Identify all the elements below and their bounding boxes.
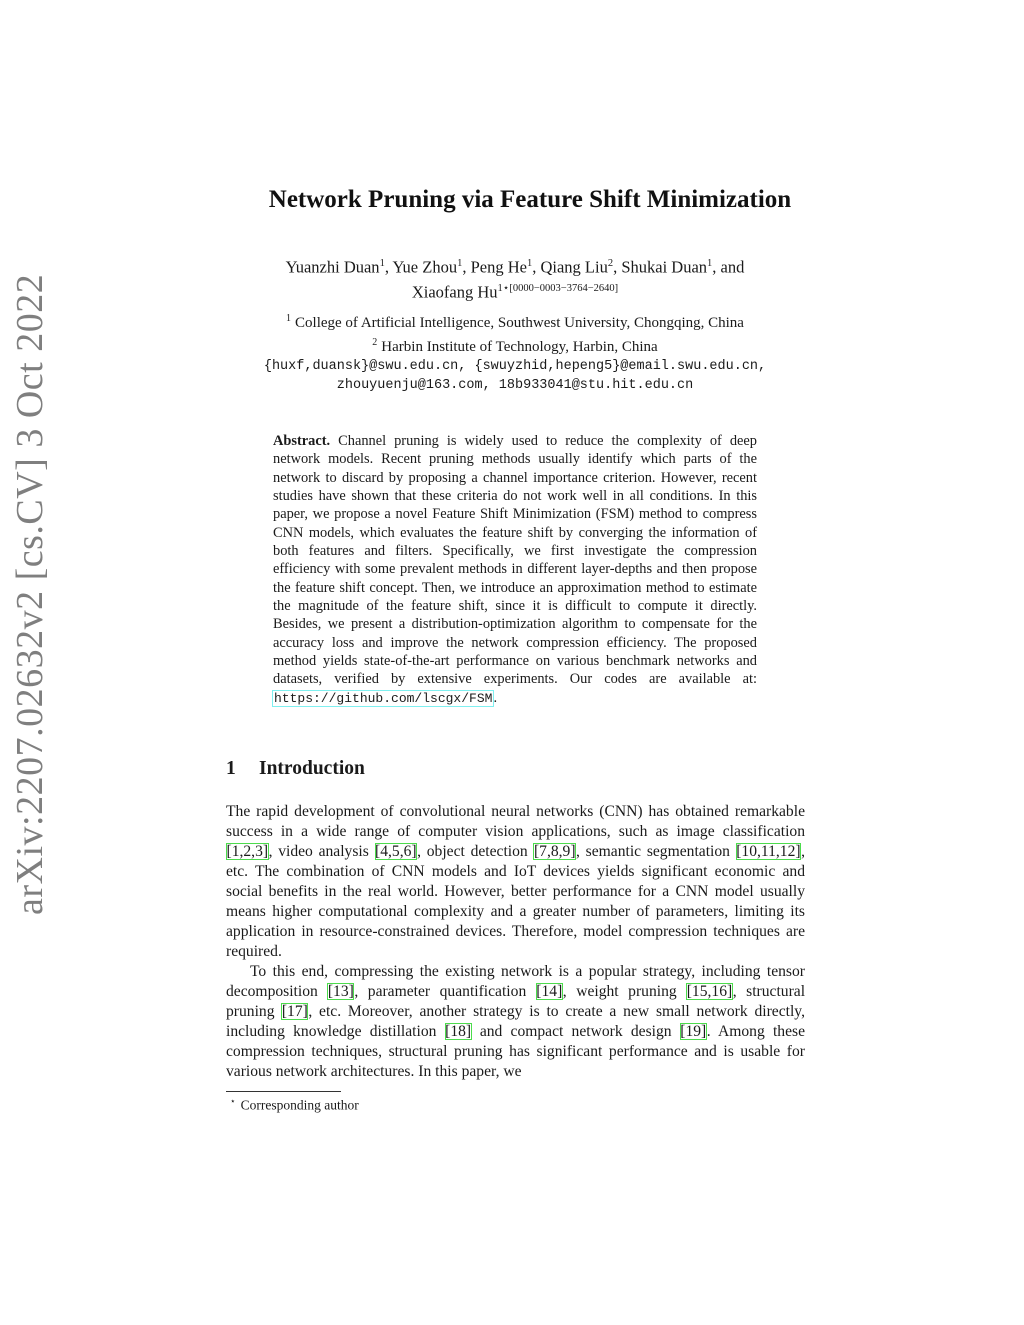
footnote-rule (226, 1091, 341, 1092)
body-text: . Among these compression techniques, structural pruning has significant performance and is usable for various network architectures. In this paper, we (226, 1023, 806, 1080)
body-text: , etc. The combination of CNN models and IoT devices yields significant economic and social benefits in the real world. However, better performance for a CNN model usually means higher computational complexity and a greater number of parameters, limiting its application in resource-constrained devices. Therefore, model compression techniques are required. (226, 843, 805, 960)
body-text: , object detection (417, 843, 534, 860)
body-text: , video analysis (268, 843, 375, 860)
arxiv-identifier-stamp: arXiv:2207.02632v2 [cs.CV] 3 Oct 2022 (9, 273, 51, 915)
body-text: , etc. Moreover, another strategy is to create a new small network directly, including knowledge distillation (226, 1003, 805, 1040)
citation-link[interactable]: [1,2,3] (226, 843, 269, 860)
section-number: 1 (226, 758, 236, 779)
paragraph (226, 962, 805, 1082)
affiliation-number: 1 (286, 313, 292, 324)
abstract-end: . (493, 689, 498, 706)
author-name: Peng He (470, 257, 527, 277)
section-heading-introduction (226, 758, 365, 780)
affiliation-mark: 2 (607, 258, 614, 269)
citation-link[interactable]: [7,8,9] (533, 843, 576, 860)
body-text: , semantic segmentation (576, 843, 736, 860)
footnote (230, 1096, 359, 1114)
affiliation-2 (200, 333, 830, 357)
abstract (273, 432, 757, 708)
citation-link[interactable]: [10,11,12] (736, 843, 801, 860)
author-name: Yuanzhi Duan (285, 257, 380, 277)
abstract-label: Abstract. (273, 433, 331, 449)
section-title: Introduction (259, 758, 365, 779)
citation-link[interactable]: [18] (445, 1023, 472, 1040)
body-text: and compact network design (471, 1023, 680, 1040)
affiliation-number: 2 (372, 337, 378, 348)
affiliation-text: College of Artificial Intelligence, Southwest University, Chongqing, China (295, 315, 744, 331)
code-repository-link[interactable]: https://github.com/lscgx/FSM (274, 690, 493, 706)
affiliation-mark: 1 (526, 258, 533, 269)
citation-link[interactable]: [13] (327, 983, 354, 1000)
affiliation-orcid-mark: 1⋆[0000−0003−3764−2640] (497, 282, 619, 294)
author-name: Yue Zhou (392, 257, 458, 277)
introduction-body (226, 802, 805, 1082)
body-text: , parameter quantification (354, 983, 536, 1000)
body-text: To this end, compressing the existing network is a popular strategy, including tensor decomposition (226, 963, 805, 1000)
author-list: Yuanzhi Duan$^1$, Yue Zhou$^1$, Peng He$^1$, Qiang Liu$^2$, Shukai Duan$^1$, and Xiaofang $Hu^{1⋆[0000-0003-3764-2640]}$ (285, 257, 745, 301)
author-name: Xiaofang Hu (411, 282, 498, 301)
author-name: Shukai Duan (621, 257, 708, 277)
affiliation-1 (200, 309, 830, 333)
citation-link[interactable]: [17] (281, 1003, 308, 1020)
email-line-1: {huxf,duansk}@swu.edu.cn, {swuyzhid,hepeng5}@email.swu.edu.cn, (263, 359, 767, 374)
author-conjunction: and (720, 257, 745, 277)
citation-link[interactable]: [19] (680, 1023, 707, 1040)
affiliations (200, 309, 830, 395)
affiliation-mark: 1 (379, 258, 385, 269)
author-name: Qiang Liu (540, 257, 608, 277)
email-line-2: zhouyuenju@163.com, 18b933041@stu.hit.edu.cn (336, 378, 694, 393)
affiliation-mark: 1 (707, 258, 713, 269)
citation-link[interactable]: [4,5,6] (375, 843, 417, 860)
citation-link[interactable]: [15,16] (686, 983, 733, 1000)
footnote-mark: ⋆ (230, 1096, 236, 1106)
affiliation-text: Harbin Institute of Technology, Harbin, China (381, 339, 658, 355)
body-text: , weight pruning (562, 983, 687, 1000)
affiliation-mark: 1 (457, 258, 463, 269)
paper-title: Network Pruning via Feature Shift Minimization (268, 186, 792, 213)
body-text: The rapid development of convolutional neural networks (CNN) has obtained remarkable success in a wide range of computer vision applications, such as image classification (226, 803, 805, 840)
abstract-text: Channel pruning is widely used to reduce the complexity of deep network models. Recent pruning methods usually identify which parts of the network to discard by proposing a channel importance criterion. However, recent studies have shown that these criteria do not work well in all conditions. In this paper, we propose a novel Feature Shift Minimization (FSM) method to compress CNN models, which evaluates the feature shift by converging the information of both features and filters. Specifically, we first investigate the compression efficiency with some prevalent methods in different layer-depths and then propose the feature shift concept. Then, we introduce an approximation method to estimate the magnitude of the feature shift, since it is difficult to compute it directly. Besides, we present a distribution-optimization algorithm to compensate for the accuracy loss and improve the network compression efficiency. The proposed method yields state-of-the-art performance on various benchmark networks and datasets, verified by extensive experiments. Our codes are available at: (273, 433, 757, 688)
footnote-text: Corresponding author (240, 1097, 359, 1113)
paragraph (226, 802, 805, 962)
body-text: , structural pruning (226, 983, 806, 1020)
citation-link[interactable]: [14] (536, 983, 563, 1000)
